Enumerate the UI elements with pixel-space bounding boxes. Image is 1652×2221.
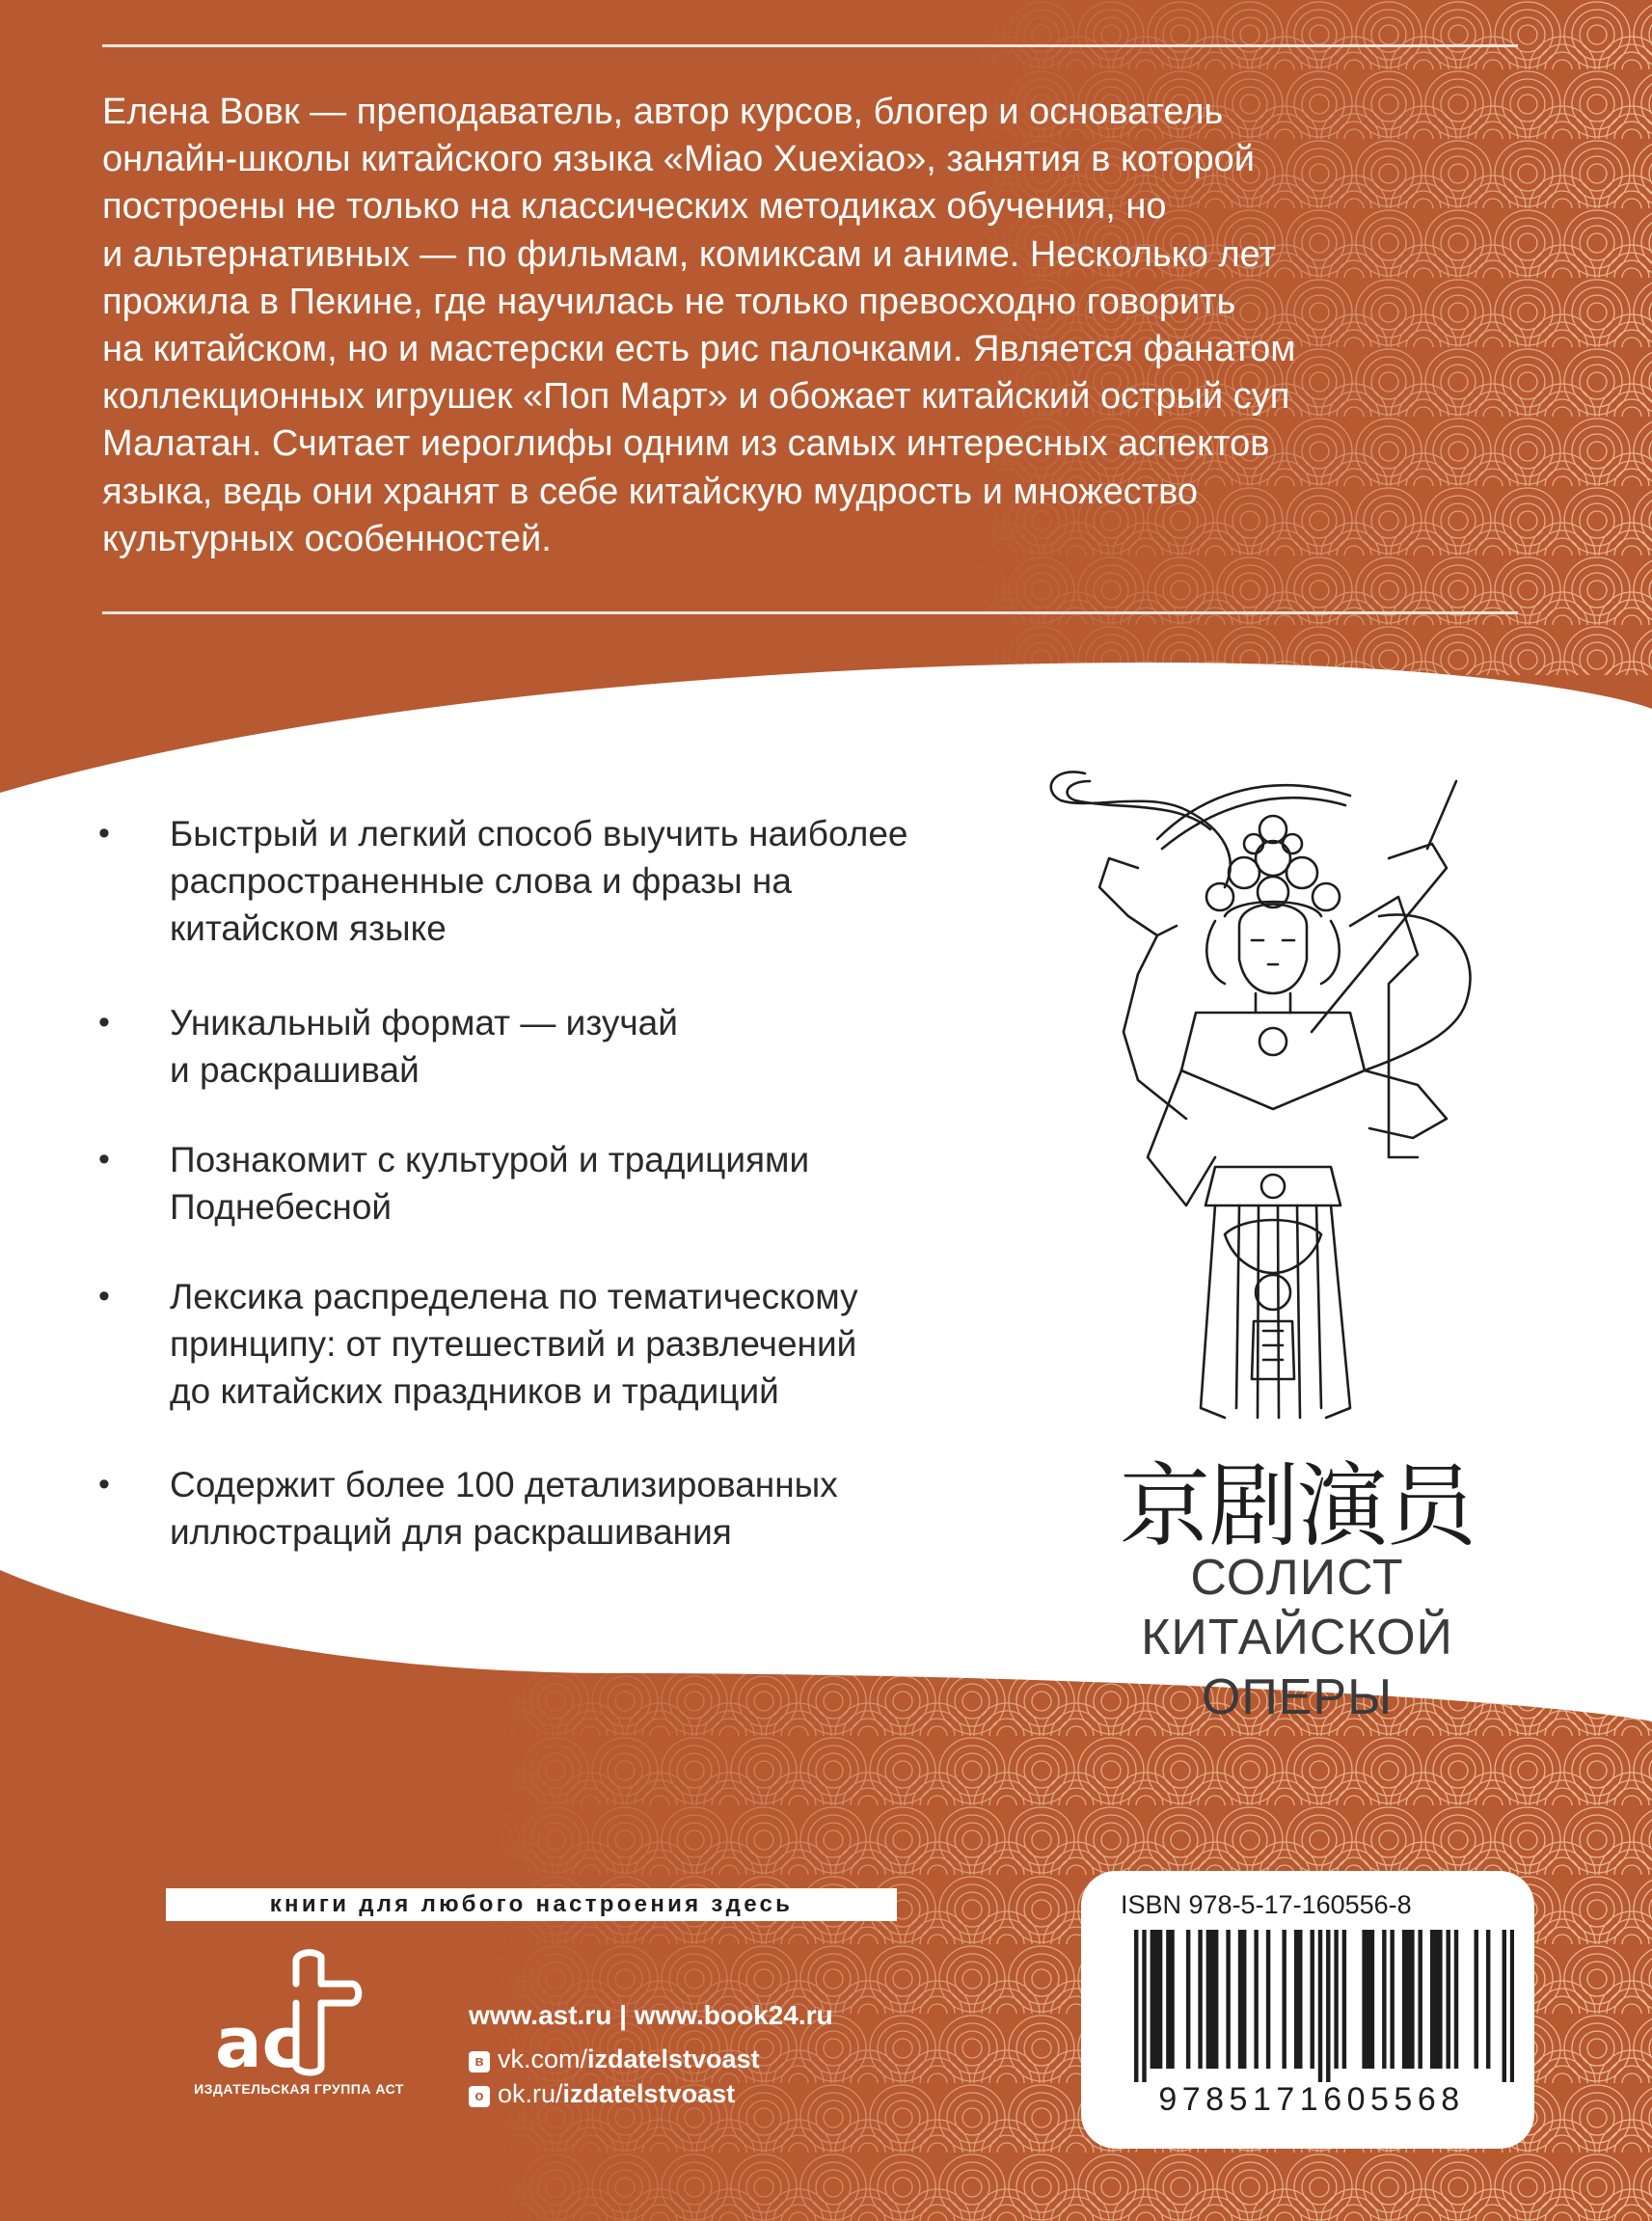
barcode-bar bbox=[1454, 1930, 1458, 2069]
barcode-bar bbox=[1170, 1930, 1174, 2069]
barcode-bar bbox=[1214, 1930, 1218, 2069]
barcode-bar bbox=[1282, 1930, 1286, 2069]
bio-line: и альтернативных — по фильмам, комиксам и аниме. Несколько лет bbox=[102, 233, 1276, 275]
bio-line: Елена Вовк — преподаватель, автор курсов, блогер и основатель bbox=[102, 92, 1224, 132]
barcode-bar bbox=[1390, 1930, 1394, 2069]
feature-item bbox=[96, 999, 1061, 1094]
feature-text: распространенные слова и фразы на bbox=[170, 861, 792, 901]
isbn: ISBN 978-5-17-160556-8 bbox=[1121, 1890, 1412, 1919]
tagline-banner: книги для любого настроения здесь bbox=[166, 1888, 897, 1921]
barcode-bar bbox=[1198, 1930, 1202, 2069]
pheasant-feather-left bbox=[1051, 772, 1231, 887]
bullet-icon: • bbox=[98, 1278, 110, 1314]
barcode-bar bbox=[1326, 1930, 1330, 2082]
feature-text: принципу: от путешествий и развлечений bbox=[170, 1324, 857, 1364]
barcode-bar bbox=[1402, 1930, 1406, 2069]
barcode-bar bbox=[1410, 1930, 1414, 2069]
barcode-bar bbox=[1367, 1930, 1370, 2069]
bio-line: языка, ведь они хранят в себе китайскую мудрость и множество bbox=[102, 471, 1199, 512]
barcode-bar bbox=[1434, 1930, 1438, 2069]
feature-text: до китайских праздников и традиций bbox=[170, 1371, 779, 1411]
barcode-bar bbox=[1334, 1930, 1338, 2069]
barcode-bar bbox=[1154, 1930, 1158, 2069]
barcode-bar bbox=[1406, 1930, 1410, 2069]
barcode-bar bbox=[1430, 1930, 1434, 2069]
barcode bbox=[1134, 1930, 1514, 2082]
bio-line: прожила в Пекине, где научилась не только превосходно говорить bbox=[102, 281, 1236, 322]
feature-list bbox=[96, 810, 1061, 1556]
feature-text: Уникальный формат — изучай bbox=[170, 1003, 678, 1043]
barcode-digits: 9785171605568 bbox=[1158, 2081, 1465, 2118]
barcode-bar bbox=[1382, 1930, 1386, 2069]
chinese-title: 京剧演员 bbox=[1119, 1454, 1475, 1559]
barcode-bar bbox=[1206, 1930, 1210, 2069]
bio-divider bbox=[102, 611, 1518, 614]
illustration-caption: СОЛИСТ КИТАЙСКОЙ ОПЕРЫ bbox=[1141, 1550, 1453, 1725]
vk-link[interactable]: в vk.com/izdatelstvoast bbox=[469, 2045, 760, 2074]
barcode-bar bbox=[1158, 1930, 1162, 2069]
barcode-bar bbox=[1318, 1930, 1322, 2082]
feature-item bbox=[96, 1136, 1061, 1231]
barcode-bar bbox=[1166, 1930, 1170, 2069]
feature-item bbox=[96, 1461, 1061, 1556]
feature-text: иллюстраций для раскрашивания bbox=[170, 1512, 732, 1552]
bio-line: коллекционных игрушек «Поп Март» и обожает китайский острый суп bbox=[102, 376, 1290, 418]
belt bbox=[1205, 1167, 1341, 1205]
barcode-bar bbox=[1475, 1930, 1478, 2069]
feature-text: Познакомит с культурой и традициями bbox=[170, 1140, 810, 1179]
feature-item bbox=[96, 810, 1061, 952]
barcode-bar bbox=[1438, 1930, 1442, 2069]
bio-line: культурных особенностей. bbox=[102, 518, 552, 559]
barcode-bar bbox=[1486, 1930, 1490, 2069]
barcode-bar bbox=[1298, 1930, 1302, 2069]
feature-text: и раскрашивай bbox=[170, 1050, 420, 1090]
ast-logo bbox=[207, 1943, 400, 2078]
feature-text: Поднебесной bbox=[170, 1187, 393, 1227]
bio-line: онлайн-школы китайского языка «Miao Xuexiao», занятия в которой bbox=[102, 139, 1255, 180]
bullet-icon: • bbox=[98, 815, 110, 852]
bullet-icon: • bbox=[98, 1466, 110, 1503]
barcode-bar bbox=[1134, 1930, 1138, 2082]
barcode-bar bbox=[1142, 1930, 1146, 2082]
ok-link[interactable]: о ok.ru/izdatelstvoast bbox=[469, 2079, 735, 2109]
barcode-bar bbox=[1362, 1930, 1366, 2069]
barcode-bar bbox=[1254, 1930, 1258, 2069]
barcode-bar bbox=[1238, 1930, 1242, 2069]
author-bio bbox=[102, 89, 1510, 563]
feature-text: китайском языке bbox=[170, 908, 447, 948]
bullet-icon: • bbox=[98, 1141, 110, 1178]
spear bbox=[1312, 844, 1447, 1032]
barcode-bar bbox=[1266, 1930, 1270, 2069]
barcode-bar bbox=[1310, 1930, 1313, 2069]
barcode-bar bbox=[1418, 1930, 1422, 2069]
publisher-name: ИЗДАТЕЛЬСКАЯ ГРУППА АСТ bbox=[194, 2081, 404, 2097]
barcode-bar bbox=[1446, 1930, 1449, 2069]
barcode-bar bbox=[1294, 1930, 1298, 2069]
feature-text: Быстрый и легкий способ выучить наиболее bbox=[170, 814, 908, 853]
logo-text: ac bbox=[215, 2002, 304, 2078]
website-links[interactable]: www.ast.ru | www.book24.ru bbox=[469, 2000, 833, 2030]
barcode-bar bbox=[1370, 1930, 1374, 2069]
barcode-bar bbox=[1210, 1930, 1214, 2069]
top-divider bbox=[102, 44, 1518, 47]
ok-icon: о bbox=[469, 2086, 490, 2107]
bio-line: Малатан. Считает иероглифы одним из самых интересных аспектов bbox=[102, 423, 1270, 465]
vk-icon: в bbox=[469, 2051, 490, 2072]
barcode-bar bbox=[1510, 1930, 1514, 2082]
bio-line: на китайском, но и мастерски есть рис палочками. Является фанатом bbox=[102, 329, 1296, 370]
face bbox=[1239, 905, 1307, 994]
feature-text: Лексика распределена по тематическому bbox=[170, 1277, 858, 1316]
barcode-bar bbox=[1226, 1930, 1230, 2069]
barcode-bar bbox=[1242, 1930, 1246, 2069]
barcode-bar bbox=[1342, 1930, 1346, 2069]
bio-line: построены не только на классических методиках обучения, но bbox=[102, 186, 1167, 228]
feature-item bbox=[96, 1273, 1061, 1415]
barcode-bar bbox=[1151, 1930, 1154, 2069]
feature-text: Содержит более 100 детализированных bbox=[170, 1465, 838, 1504]
barcode-bar bbox=[1503, 1930, 1506, 2082]
bullet-icon: • bbox=[98, 1004, 110, 1041]
barcode-bar bbox=[1186, 1930, 1190, 2069]
opera-singer-illustration bbox=[1032, 752, 1485, 1427]
